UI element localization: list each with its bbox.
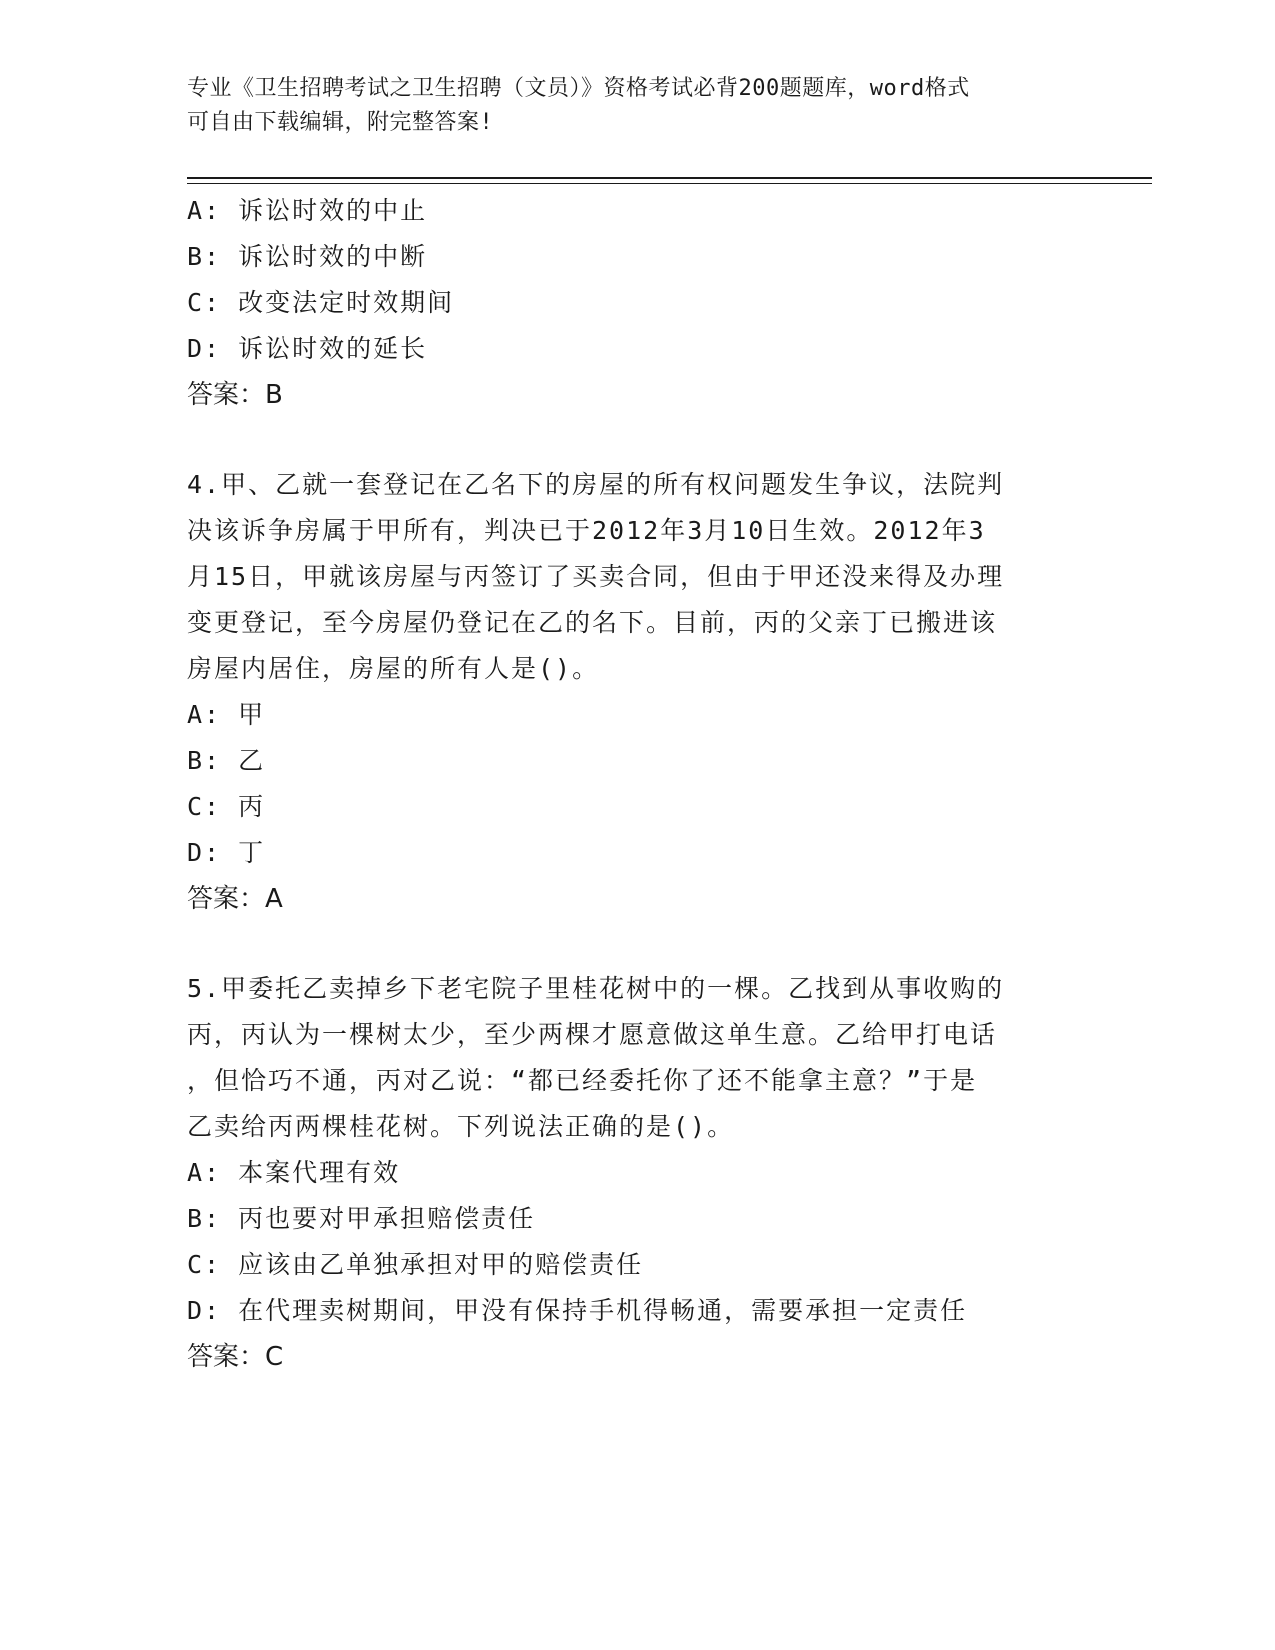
question-5-answer: 答案：C xyxy=(187,1342,284,1372)
stem-line: 丙，丙认为一棵树太少，至少两棵才愿意做这单生意。乙给甲打电话 xyxy=(187,1020,998,1049)
header-divider-thick xyxy=(187,177,1152,179)
option-d: D: 在代理卖树期间，甲没有保持手机得畅通，需要承担一定责任 xyxy=(187,1296,968,1325)
option-c: C: 丙 xyxy=(187,792,266,821)
stem-line: 4.甲、乙就一套登记在乙名下的房屋的所有权问题发生争议，法院判 xyxy=(187,470,1005,499)
question-4-options xyxy=(187,692,1087,876)
header-divider-thin xyxy=(187,183,1152,184)
header-line-1: 专业《卫生招聘考试之卫生招聘（文员）》资格考试必背200题题库，word格式 xyxy=(187,76,970,101)
question-3-answer: 答案：B xyxy=(187,380,283,410)
stem-line: 决该诉争房属于甲所有，判决已于2012年3月10日生效。2012年3 xyxy=(187,516,986,545)
question-5-stem xyxy=(187,966,1087,1150)
question-4-answer: 答案：A xyxy=(187,884,283,914)
option-b: B: 乙 xyxy=(187,746,266,775)
stem-line: 5.甲委托乙卖掉乡下老宅院子里桂花树中的一棵。乙找到从事收购的 xyxy=(187,974,1005,1003)
question-5-options xyxy=(187,1150,1087,1334)
document-header xyxy=(187,72,1087,140)
stem-line: 变更登记，至今房屋仍登记在乙的名下。目前，丙的父亲丁已搬进该 xyxy=(187,608,998,637)
stem-line: 乙卖给丙两棵桂花树。下列说法正确的是()。 xyxy=(187,1112,735,1141)
option-c: C: 改变法定时效期间 xyxy=(187,288,455,317)
option-b: B: 丙也要对甲承担赔偿责任 xyxy=(187,1204,536,1233)
option-a: A: 诉讼时效的中止 xyxy=(187,196,428,225)
option-c: C: 应该由乙单独承担对甲的赔偿责任 xyxy=(187,1250,644,1279)
document-body xyxy=(187,188,1087,1380)
option-d: D: 诉讼时效的延长 xyxy=(187,334,428,363)
option-d: D: 丁 xyxy=(187,838,266,867)
question-3-options xyxy=(187,188,1087,372)
option-a: A: 本案代理有效 xyxy=(187,1158,401,1187)
option-a: A: 甲 xyxy=(187,700,266,729)
option-b: B: 诉讼时效的中断 xyxy=(187,242,428,271)
header-line-2: 可自由下载编辑，附完整答案! xyxy=(187,110,494,135)
stem-line: ，但恰巧不通，丙对乙说：“都已经委托你了还不能拿主意？”于是 xyxy=(187,1066,978,1095)
stem-line: 月15日，甲就该房屋与丙签订了买卖合同，但由于甲还没来得及办理 xyxy=(187,562,1005,591)
question-4-stem xyxy=(187,462,1087,692)
stem-line: 房屋内居住，房屋的所有人是()。 xyxy=(187,654,600,683)
